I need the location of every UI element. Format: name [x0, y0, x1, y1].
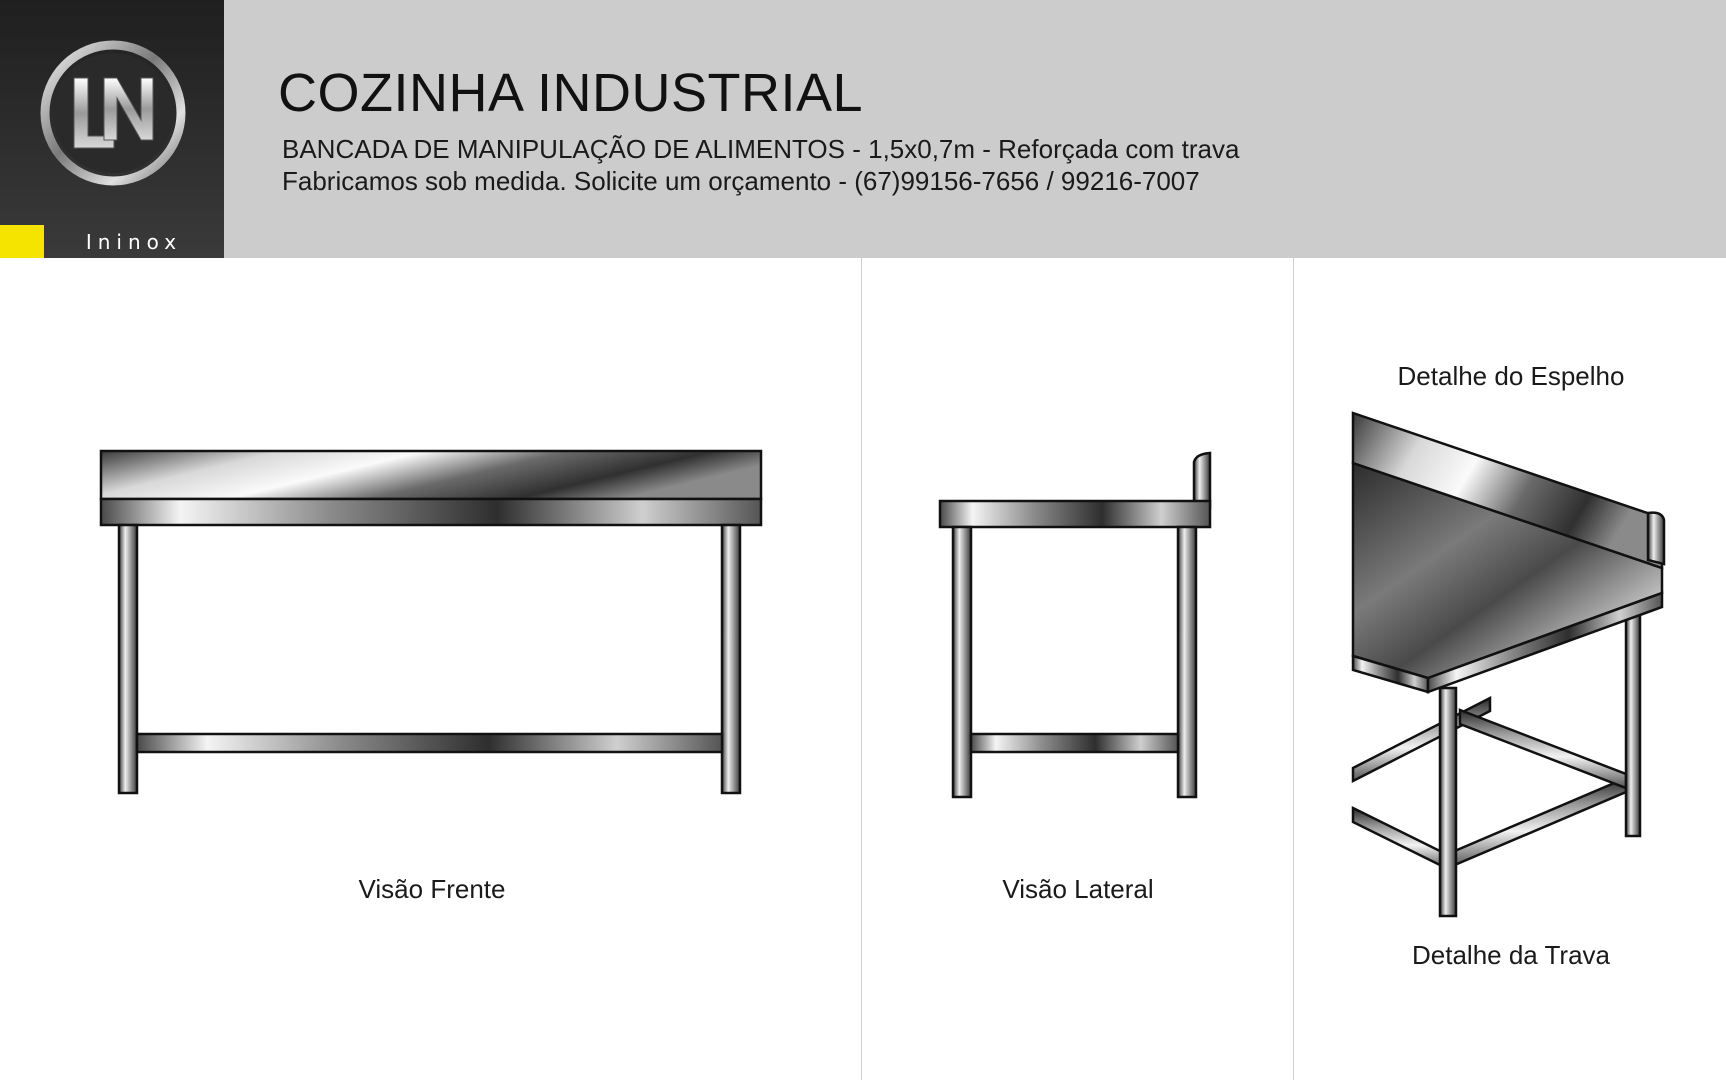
front-view-drawing: [96, 445, 768, 805]
brand-name: Ininox: [85, 229, 183, 254]
right-leg: [722, 525, 740, 793]
tabletop-side: [940, 501, 1210, 527]
side-view-caption: Visão Lateral: [1002, 874, 1154, 904]
tabletop-edge: [101, 499, 761, 525]
front-lower-bar: [1450, 778, 1626, 867]
column-divider: [861, 258, 862, 1080]
front-corner-leg: [1440, 688, 1456, 916]
front-view-caption: Visão Frente: [358, 874, 506, 904]
backsplash-panel: [101, 451, 761, 499]
left-lower-bar: [1353, 808, 1450, 870]
brand-logo: [0, 0, 224, 258]
left-leg: [119, 525, 137, 793]
rear-right-leg: [1626, 586, 1640, 836]
front-leg: [953, 527, 971, 797]
brand-accent-bar: [0, 225, 44, 258]
side-view-drawing: [934, 450, 1214, 805]
side-crossbar: [971, 734, 1178, 752]
lower-crossbar: [137, 734, 722, 752]
rear-lower-bar: [1353, 698, 1490, 781]
detail-3d-drawing: [1350, 408, 1670, 918]
backsplash-detail-caption: Detalhe do Espelho: [1397, 361, 1625, 391]
column-divider: [1293, 258, 1294, 1080]
page-title: COZINHA INDUSTRIAL: [278, 63, 864, 123]
backsplash-end-cap: [1648, 513, 1664, 564]
trava-brace: [1460, 710, 1626, 788]
trava-detail-caption: Detalhe da Trava: [1411, 940, 1611, 970]
contact-line: Fabricamos sob medida. Solicite um orçamento - (67)99156-7656 / 99216-7007: [282, 166, 1200, 196]
rear-leg: [1178, 527, 1196, 797]
ln-monogram-icon: [38, 38, 188, 188]
header-banner: [0, 0, 1726, 258]
product-subtitle: BANCADA DE MANIPULAÇÃO DE ALIMENTOS - 1,5x0,7m - Reforçada com trava: [282, 134, 1240, 164]
